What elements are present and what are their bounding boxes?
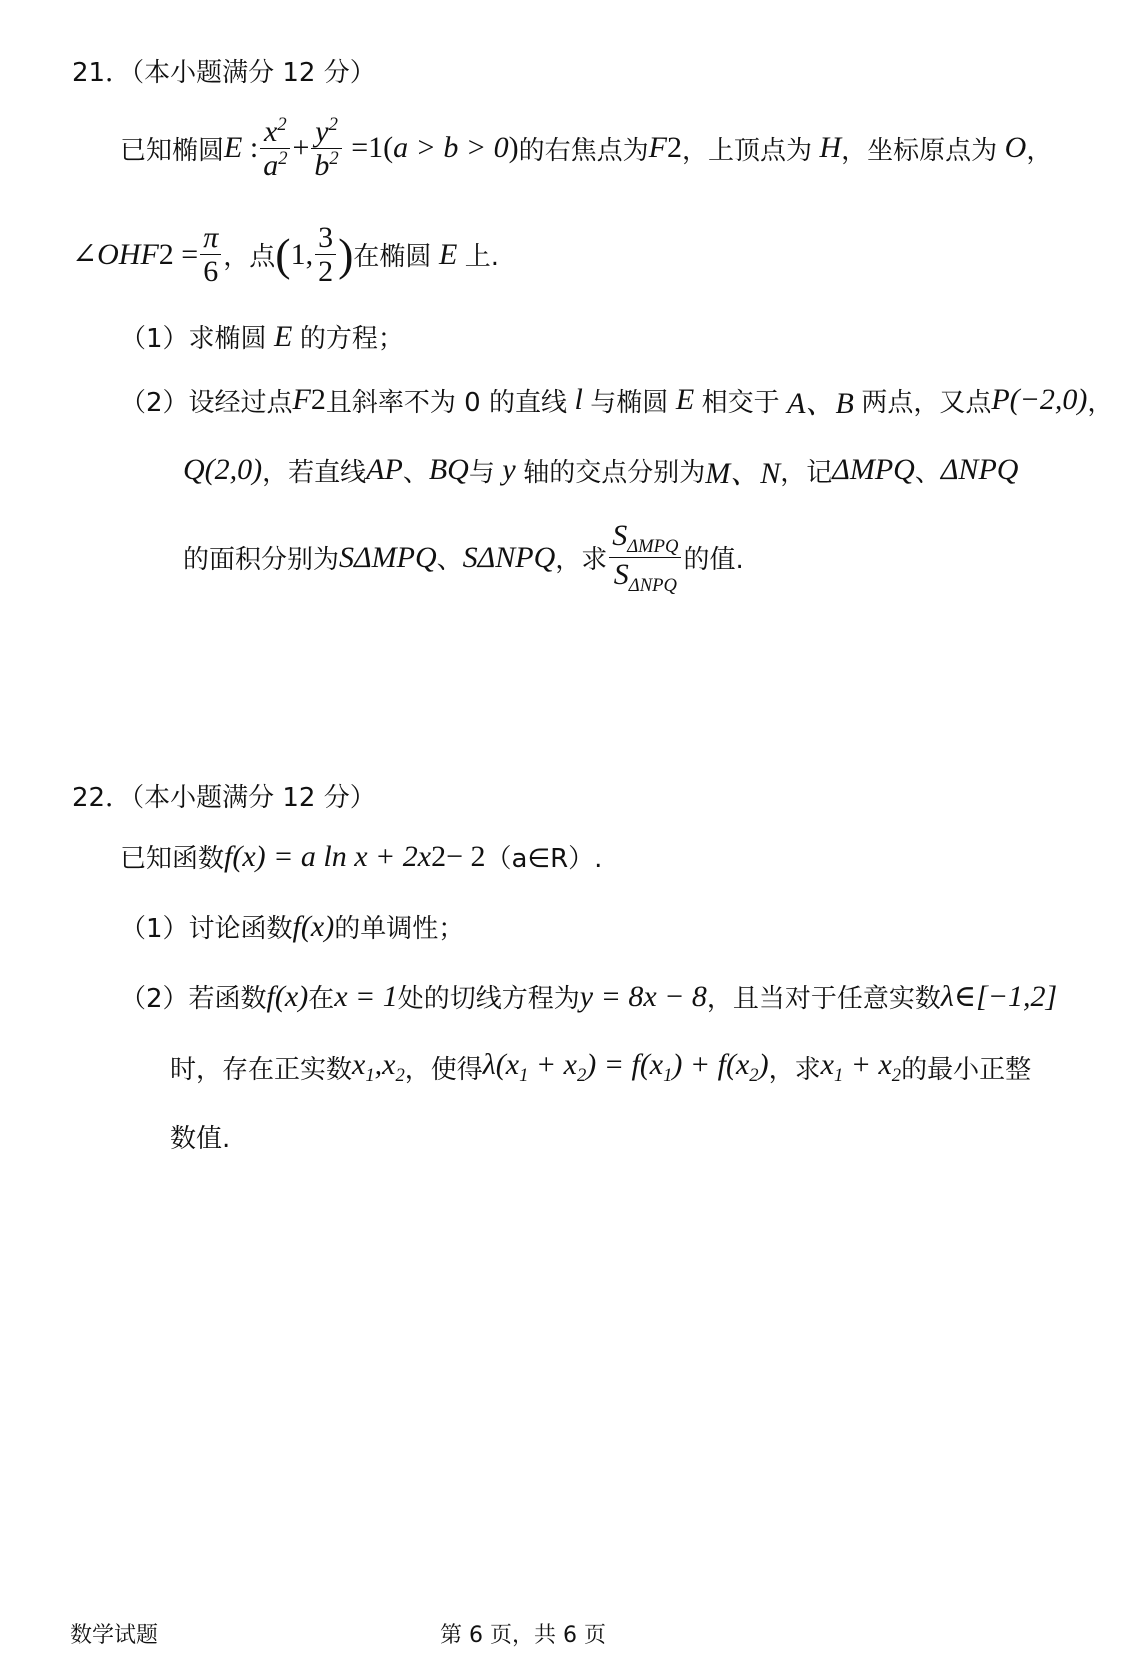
q22-header [72,777,376,814]
q21-part2-k: ，求 [555,545,608,576]
q21-intro-line: 已知椭圆 E : $\frac{x^2}{a^2}$ + $\frac{y^2}{b^2}$ =1( a > b > 0 ) 的右焦点为 F 2 ，上顶点为 H ，坐标原点为 O ， [120,114,1053,182]
q22-part2-line2: 时，存在正实数 $x_1,x_2$ ，使得 $\lambda(x_1 + x_2) = f(x_1) + f(x_2)$ ，求 $x_1 + x_2$ 的最小正整 [170,1048,1032,1086]
frac-y2b2: $\frac{y^2}{b^2}$ [311,115,341,182]
q21-part2-line1: （2）设经过点 F 2 且斜率不为 0 的直线 l 与椭圆 E 相交于 A、B 两点，又点 P(−2,0) ， [120,378,1113,422]
function-def: f(x) = a ln x + 2x [224,839,432,873]
q21-part2-e: 两点，又点 [861,387,992,418]
ellipse-name-3: E [274,319,293,353]
q22-part2-f: ，使得 [404,1055,483,1085]
sep-2: 、 [914,457,941,488]
q22-part1-end: 的单调性； [334,914,465,944]
ellipse-name-2: E [438,237,458,271]
x-equals-1: x = 1 [334,979,398,1013]
S-MPQ-sub: ΔMPQ [354,540,437,574]
S-MPQ: S [339,540,355,574]
q22-part2-e: 时，存在正实数 [170,1055,353,1085]
ellipse-condition: a > b > 0 [393,131,509,165]
q21-part2-line2 [183,448,1018,492]
q21-header [72,52,376,89]
q22-part2-line1: （2）若函数 f(x) 在 x = 1 处的切线方程为 y = 8x − 8 ，且当对于任意实数 λ∈[−1,2] [120,979,1058,1014]
focus-text: 的右焦点为 [518,135,649,166]
frac-x2a2: $\frac{x^2}{a^2}$ [260,115,290,182]
q22-score: （本小题满分 12 分） [131,783,376,813]
S-ratio-num-sub: ΔMPQ [627,536,679,557]
line-l: l [574,383,583,416]
point-H: H [819,131,842,165]
q21-part2-end: 的值. [683,545,744,576]
points-AB: A、B [787,387,854,420]
point-Q: Q(2,0) [183,453,263,486]
line-BQ: BQ [428,453,469,486]
q21-part2-c: 与椭圆 [590,387,669,418]
S-ratio-den: S [613,557,629,591]
q21-score: （本小题满分 12 分） [131,58,376,88]
S-NPQ-sub: ΔNPQ [477,540,556,574]
point-prefix: ，点 [223,242,276,273]
frac-S-ratio [609,520,681,596]
q21-part2-line3 [183,520,744,596]
origin-text: ，坐标原点为 [841,135,998,166]
ellipse-name: E [224,131,243,165]
q21-part2-d: 相交于 [701,387,780,418]
function-tail: − 2 [446,839,486,873]
q22-part2-c: 处的切线方程为 [397,984,580,1014]
focus-F2: F [648,131,667,165]
ellipse-name-4: E [675,383,695,416]
q21-part2-a: （2）设经过点 [120,387,293,418]
S-ratio-den-sub: ΔNPQ [628,574,677,596]
frac-pi6: $\frac{\pi}{6}$ [200,222,221,288]
q22-intro: 已知函数 [120,844,225,874]
q22-intro-line: 已知函数 f(x) = a ln x + 2x 2 − 2 （a∈R）. [120,839,603,874]
sep-1: 、 [402,457,429,488]
q21-part2-f: ，若直线 [262,457,367,488]
q22-part1: （1）讨论函数 f(x) 的单调性； [120,909,465,944]
q21-part1 [120,318,404,355]
sep-3: 、 [436,545,463,576]
q21-part2-i: ，记 [780,457,833,488]
S-ratio-num: S [612,519,628,552]
q22-cond: （a∈R）. [485,844,603,874]
footer-subject: 数学试题 [70,1623,159,1648]
points-MN: M、N [705,457,781,490]
q21-part1-text: （1）求椭圆 [120,324,267,354]
q21-angle-line: ∠OHF 2 = $\frac{\pi}{6}$ ，点 ( 1, $\frac{3}{2}$ ) 在椭圆 E 上. [72,221,500,288]
q21-intro-prefix: 已知椭圆 [120,135,225,166]
q22-part2-b: 在 [308,984,335,1014]
q22-part2-line3: 数值. [170,1124,231,1154]
axis-y: y [502,453,516,486]
q21-part2-h: 轴的交点分别为 [523,457,706,488]
tangent-line: y = 8x − 8 [579,979,707,1013]
q22-part2-h: 的最小正整 [901,1055,1032,1085]
footer-page: 第 6 页，共 6 页 [440,1623,606,1648]
q21-number: 21． [72,58,132,88]
x2-sym: x [382,1048,396,1081]
lambda-range: λ∈[−1,2] [940,980,1058,1013]
q22-part1-text: （1）讨论函数 [120,914,293,944]
on-ellipse: 上. [464,242,500,273]
focus-F2-2: F [292,383,311,416]
q22-part2-g: ，求 [768,1055,821,1085]
x1-sym: x [352,1048,366,1081]
top-vertex-text: ，上顶点为 [681,135,812,166]
angle-label: ∠OHF [72,238,159,272]
triangle-NPQ: ΔNPQ [940,453,1019,486]
point-P: P(−2,0) [991,383,1088,416]
point-suffix: 在椭圆 [353,242,432,273]
point-O: O [1004,131,1027,165]
q21-part2-g: 与 [468,457,495,488]
q21-part1-end: 的方程； [299,324,404,354]
q22-part2-d: ，且当对于任意实数 [706,984,941,1014]
S-NPQ: S [462,540,478,574]
q21-part2-j: 的面积分别为 [183,545,340,576]
line-AP: AP [366,453,403,486]
triangle-MPQ: ΔMPQ [832,453,915,486]
q22-number: 22． [72,783,132,813]
q21-part2-b: 且斜率不为 0 的直线 [325,387,567,418]
frac-3-2: $\frac{3}{2}$ [315,222,336,288]
q22-part2-a: （2）若函数 [120,984,267,1014]
